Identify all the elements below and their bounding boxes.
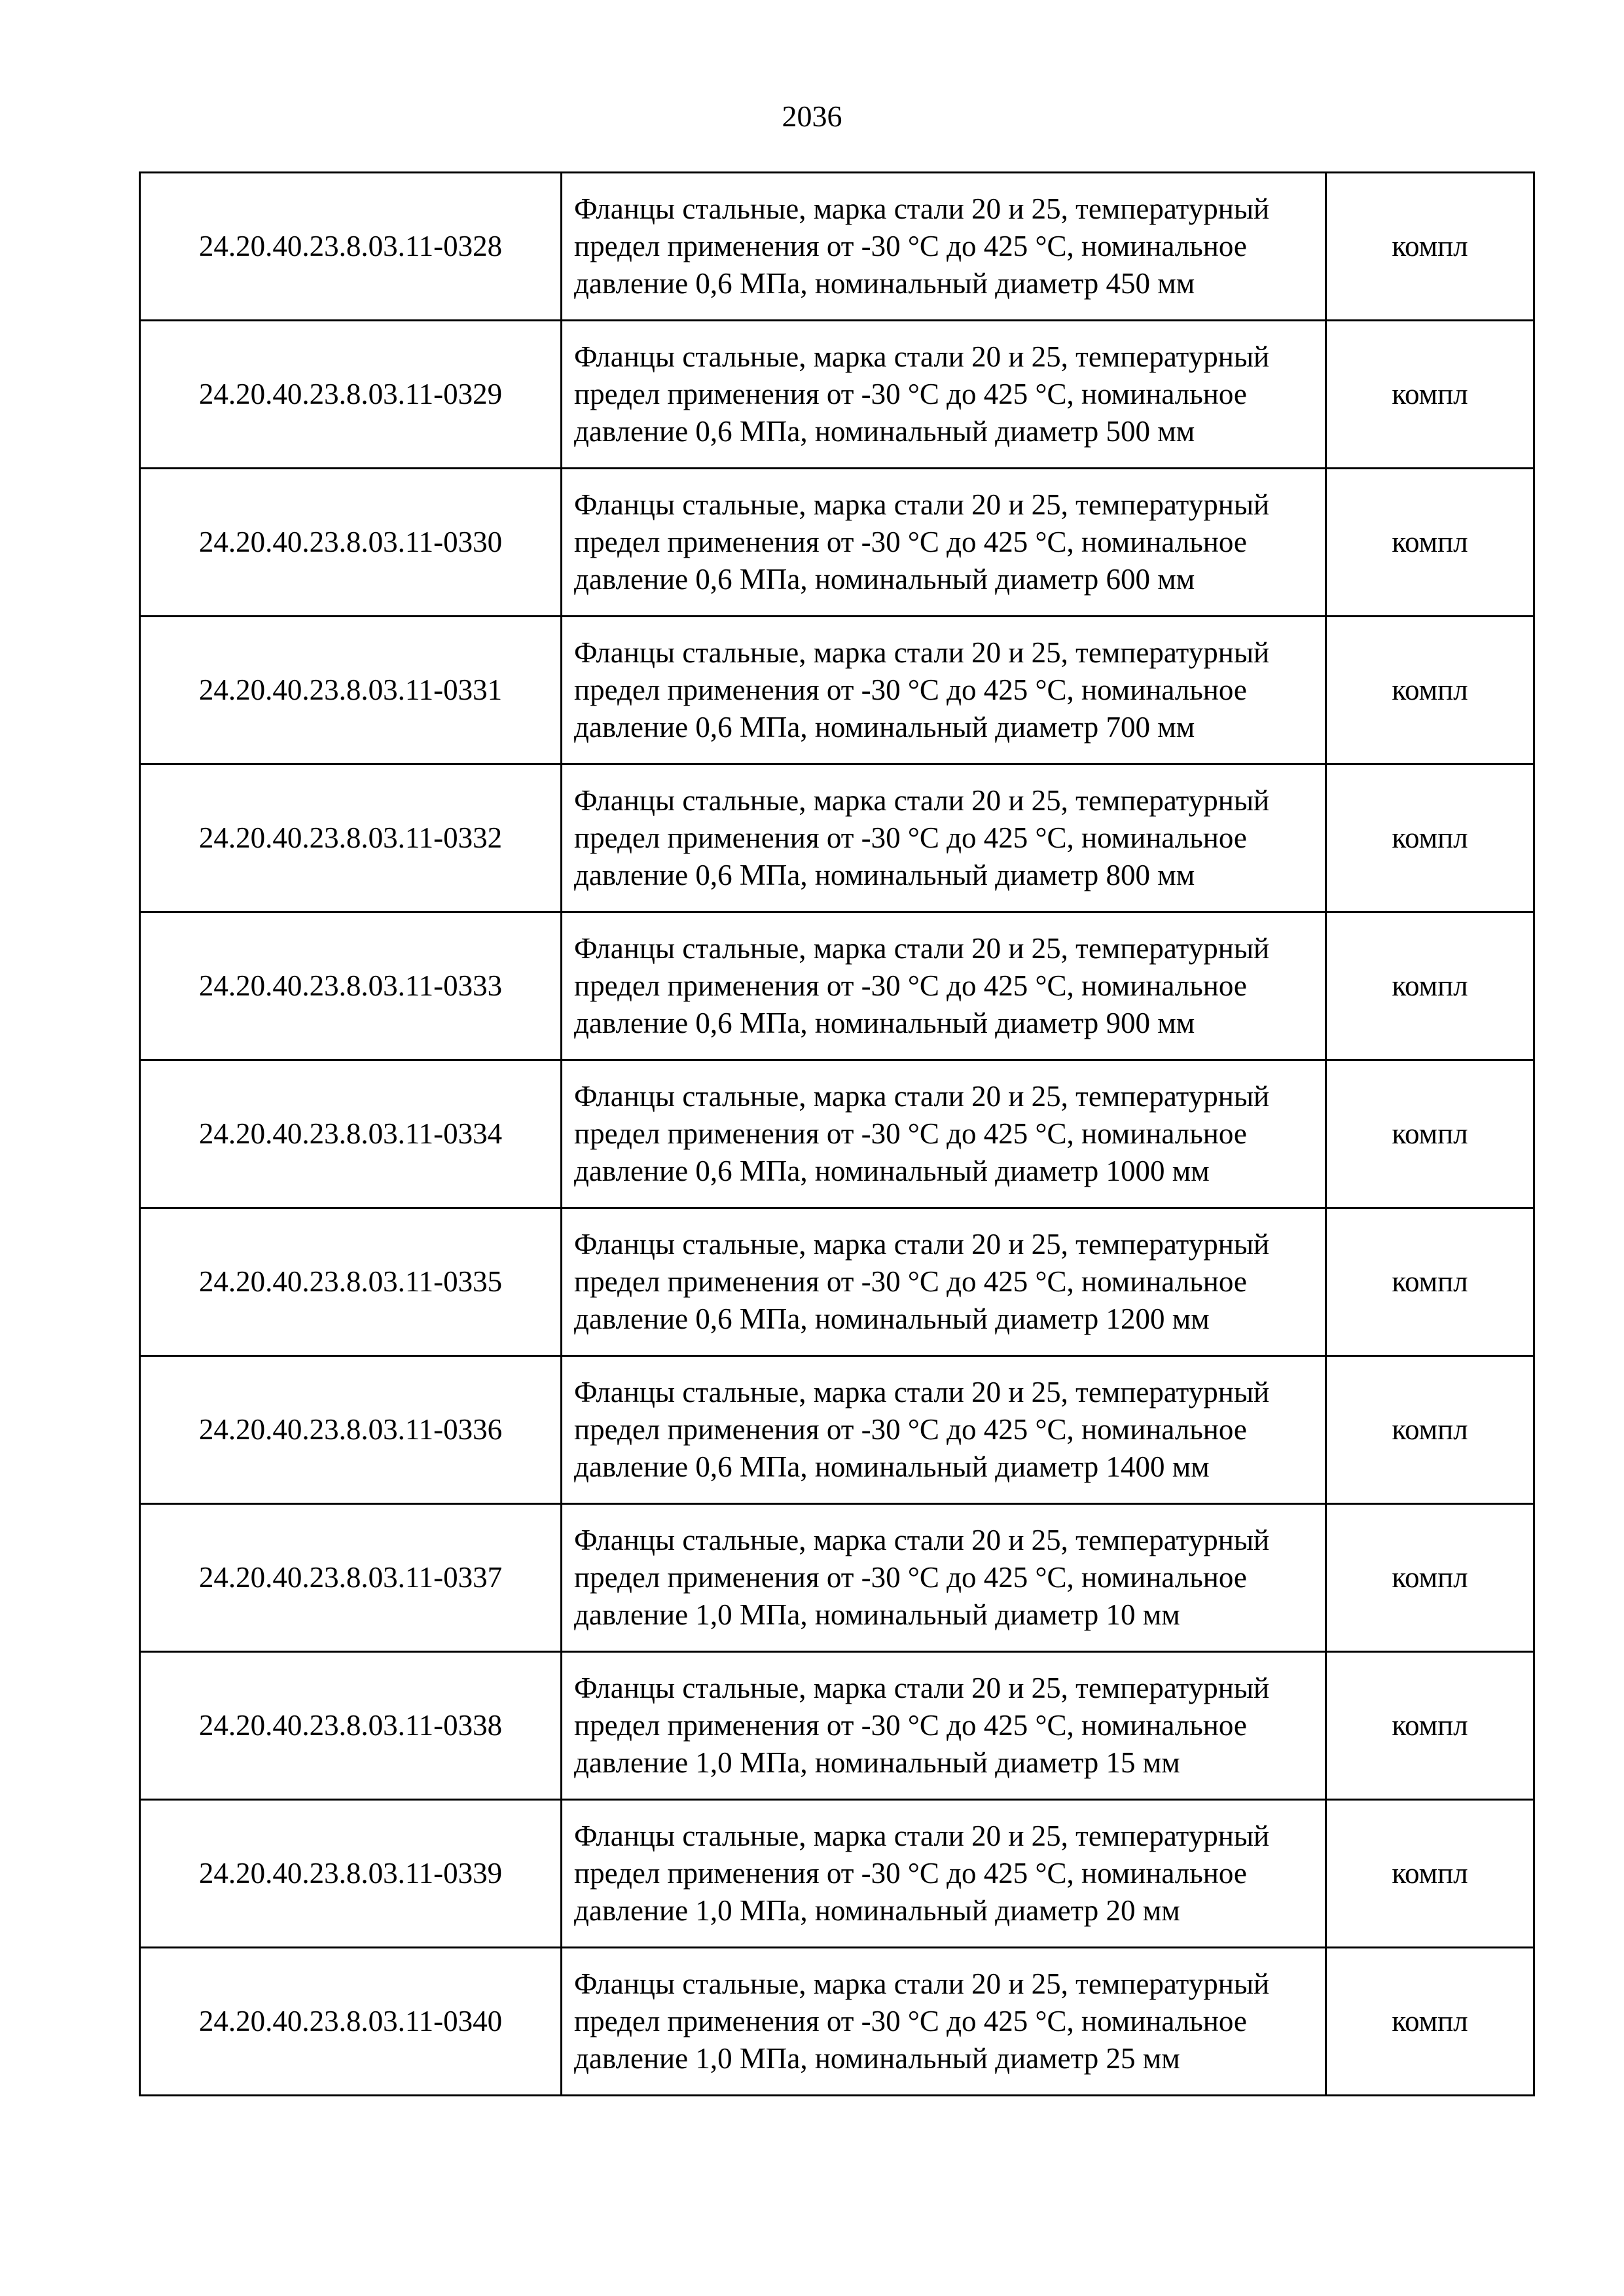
unit-cell: компл bbox=[1326, 321, 1534, 469]
table-row bbox=[140, 321, 1534, 469]
unit-cell: компл bbox=[1326, 1208, 1534, 1356]
unit-cell: компл bbox=[1326, 1060, 1534, 1208]
description-cell: Фланцы стальные, марка стали 20 и 25, температурный предел применения от -30 °С до 425 °С, номинальное давление 1,0 МПа, номинальный диаметр 10 мм bbox=[562, 1504, 1326, 1652]
table-row bbox=[140, 469, 1534, 617]
description-cell: Фланцы стальные, марка стали 20 и 25, температурный предел применения от -30 °С до 425 °С, номинальное давление 1,0 МПа, номинальный диаметр 25 мм bbox=[562, 1948, 1326, 2096]
code-cell: 24.20.40.23.8.03.11-0331 bbox=[140, 617, 562, 764]
unit-cell: компл bbox=[1326, 764, 1534, 912]
code-cell: 24.20.40.23.8.03.11-0330 bbox=[140, 469, 562, 617]
unit-cell: компл bbox=[1326, 1800, 1534, 1948]
description-cell: Фланцы стальные, марка стали 20 и 25, температурный предел применения от -30 °С до 425 °С, номинальное давление 0,6 МПа, номинальный диаметр 500 мм bbox=[562, 321, 1326, 469]
code-cell: 24.20.40.23.8.03.11-0337 bbox=[140, 1504, 562, 1652]
unit-cell: компл bbox=[1326, 1948, 1534, 2096]
page-number: 2036 bbox=[782, 99, 842, 133]
unit-cell: компл bbox=[1326, 1652, 1534, 1800]
description-cell: Фланцы стальные, марка стали 20 и 25, температурный предел применения от -30 °С до 425 °С, номинальное давление 1,0 МПа, номинальный диаметр 15 мм bbox=[562, 1652, 1326, 1800]
unit-cell: компл bbox=[1326, 1504, 1534, 1652]
table-row bbox=[140, 1356, 1534, 1504]
table-row bbox=[140, 912, 1534, 1060]
description-cell: Фланцы стальные, марка стали 20 и 25, температурный предел применения от -30 °С до 425 °С, номинальное давление 0,6 МПа, номинальный диаметр 800 мм bbox=[562, 764, 1326, 912]
description-cell: Фланцы стальные, марка стали 20 и 25, температурный предел применения от -30 °С до 425 °С, номинальное давление 0,6 МПа, номинальный диаметр 700 мм bbox=[562, 617, 1326, 764]
code-cell: 24.20.40.23.8.03.11-0335 bbox=[140, 1208, 562, 1356]
table-row bbox=[140, 617, 1534, 764]
code-cell: 24.20.40.23.8.03.11-0334 bbox=[140, 1060, 562, 1208]
description-cell: Фланцы стальные, марка стали 20 и 25, температурный предел применения от -30 °С до 425 °С, номинальное давление 0,6 МПа, номинальный диаметр 1200 мм bbox=[562, 1208, 1326, 1356]
code-cell: 24.20.40.23.8.03.11-0333 bbox=[140, 912, 562, 1060]
table-row bbox=[140, 764, 1534, 912]
code-cell: 24.20.40.23.8.03.11-0339 bbox=[140, 1800, 562, 1948]
description-cell: Фланцы стальные, марка стали 20 и 25, температурный предел применения от -30 °С до 425 °С, номинальное давление 0,6 МПа, номинальный диаметр 900 мм bbox=[562, 912, 1326, 1060]
unit-cell: компл bbox=[1326, 617, 1534, 764]
code-cell: 24.20.40.23.8.03.11-0332 bbox=[140, 764, 562, 912]
unit-cell: компл bbox=[1326, 912, 1534, 1060]
code-cell: 24.20.40.23.8.03.11-0336 bbox=[140, 1356, 562, 1504]
description-cell: Фланцы стальные, марка стали 20 и 25, температурный предел применения от -30 °С до 425 °С, номинальное давление 0,6 МПа, номинальный диаметр 1000 мм bbox=[562, 1060, 1326, 1208]
table-row bbox=[140, 1652, 1534, 1800]
unit-cell: компл bbox=[1326, 1356, 1534, 1504]
description-cell: Фланцы стальные, марка стали 20 и 25, температурный предел применения от -30 °С до 425 °С, номинальное давление 0,6 МПа, номинальный диаметр 1400 мм bbox=[562, 1356, 1326, 1504]
table-row bbox=[140, 1208, 1534, 1356]
spec-table bbox=[139, 171, 1535, 2096]
code-cell: 24.20.40.23.8.03.11-0338 bbox=[140, 1652, 562, 1800]
unit-cell: компл bbox=[1326, 173, 1534, 321]
code-cell: 24.20.40.23.8.03.11-0328 bbox=[140, 173, 562, 321]
table-row bbox=[140, 1800, 1534, 1948]
unit-cell: компл bbox=[1326, 469, 1534, 617]
code-cell: 24.20.40.23.8.03.11-0329 bbox=[140, 321, 562, 469]
table-row bbox=[140, 1948, 1534, 2096]
table-row bbox=[140, 1060, 1534, 1208]
table-row bbox=[140, 1504, 1534, 1652]
description-cell: Фланцы стальные, марка стали 20 и 25, температурный предел применения от -30 °С до 425 °С, номинальное давление 0,6 МПа, номинальный диаметр 450 мм bbox=[562, 173, 1326, 321]
code-cell: 24.20.40.23.8.03.11-0340 bbox=[140, 1948, 562, 2096]
table-row bbox=[140, 173, 1534, 321]
description-cell: Фланцы стальные, марка стали 20 и 25, температурный предел применения от -30 °С до 425 °С, номинальное давление 1,0 МПа, номинальный диаметр 20 мм bbox=[562, 1800, 1326, 1948]
description-cell: Фланцы стальные, марка стали 20 и 25, температурный предел применения от -30 °С до 425 °С, номинальное давление 0,6 МПа, номинальный диаметр 600 мм bbox=[562, 469, 1326, 617]
